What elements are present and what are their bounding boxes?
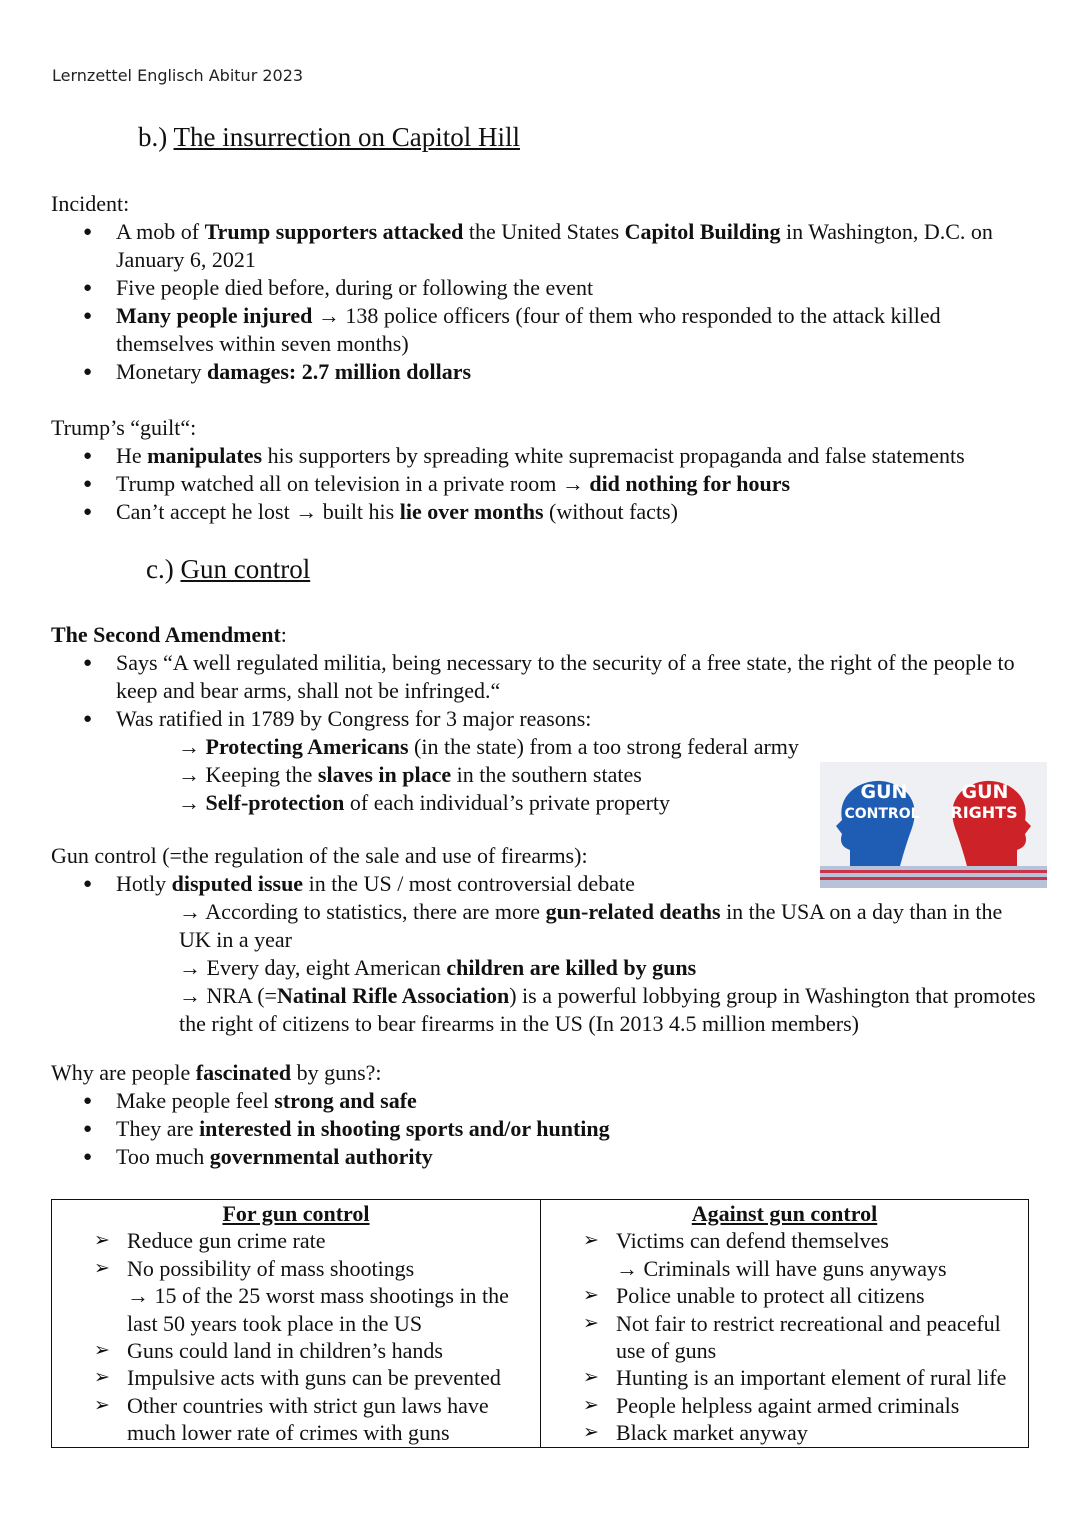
bold-text: did nothing for hours (589, 471, 791, 496)
against-item (541, 1392, 1028, 1419)
right-word1: GUN (961, 781, 1009, 803)
bold-text: gun-related deaths (545, 899, 721, 924)
for-header: For gun control (222, 1201, 370, 1226)
left-word1: GUN (860, 781, 908, 803)
incident-item (51, 302, 1041, 358)
guilt-item (51, 470, 1041, 498)
item-text: Other countries with strict gun laws have much lower rate of crimes with guns (127, 1392, 489, 1446)
right-word2: RIGHTS (950, 803, 1018, 822)
text-segment: Was ratified in 1789 by Congress for 3 major reasons: (116, 706, 592, 731)
text-segment: → (178, 734, 206, 759)
item-text: No possibility of mass shootings (127, 1255, 415, 1281)
for-item (52, 1227, 540, 1254)
for-item (52, 1364, 540, 1391)
against-list (541, 1227, 1028, 1446)
text-segment: A mob of (116, 219, 205, 244)
text-segment: → (178, 790, 206, 815)
text-segment: Hotly (116, 871, 172, 896)
pro-contra-table (51, 1199, 1029, 1448)
second-amendment-label-bold: The Second Amendment (51, 622, 281, 647)
section-c-title: Gun control (180, 554, 311, 584)
for-list (52, 1227, 540, 1446)
for-column (52, 1200, 541, 1448)
text-segment: He (116, 443, 148, 468)
text-segment: Make people feel (116, 1088, 275, 1113)
against-item (541, 1282, 1028, 1309)
bold-text: Trump supporters attacked (204, 219, 464, 244)
guilt-block (51, 414, 1041, 526)
incident-block (51, 190, 1041, 386)
incident-item (51, 274, 1041, 302)
text-segment: Five people died before, during or following the event (116, 275, 594, 300)
for-item (52, 1392, 540, 1447)
text-segment: Trump watched all on television in a private room → (116, 471, 590, 496)
text-segment: Too much (116, 1144, 210, 1169)
text-segment: Monetary (116, 359, 208, 384)
text-segment: (without facts) (543, 499, 678, 524)
against-item (541, 1227, 1028, 1282)
incident-item (51, 358, 1041, 386)
incident-list (51, 218, 1041, 386)
text-segment: → NRA (= (179, 983, 277, 1008)
gun-control-label: Gun control (=the regulation of the sale and use of firearms): (51, 843, 588, 868)
text-segment: → 138 police officers (four of them who responded to the attack killed themselves within seven months) (116, 303, 941, 356)
bold-text: Many people injured (116, 303, 313, 328)
item-subpoint: → 15 of the 25 worst mass shootings in the last 50 years took place in the US (127, 1283, 509, 1336)
guilt-item (51, 498, 1041, 526)
bold-text: strong and safe (274, 1088, 417, 1113)
item-text: Guns could land in children’s hands (127, 1338, 443, 1364)
text-segment: Can’t accept he lost → built his (116, 499, 400, 524)
bold-text: children are killed by guns (446, 955, 697, 980)
fascination-item (51, 1115, 1041, 1143)
text-segment: Says “A well regulated militia, being necessary to the security of a free state, the right of the people to keep and bear arms, shall not be infringed.“ (116, 650, 1015, 703)
text-segment: in Washington, D.C. on January 6, 2021 (116, 219, 993, 272)
against-item (541, 1364, 1028, 1391)
section-c-heading (146, 554, 310, 585)
bold-text: Self-protection (205, 790, 345, 815)
item-text: Police unable to protect all citizens (616, 1283, 925, 1309)
text-segment: Why are people (51, 1060, 196, 1085)
text-segment: by guns?: (291, 1060, 382, 1085)
section-b-prefix: b.) (138, 122, 174, 152)
text-segment: → Keeping the (178, 762, 318, 787)
text-segment: of each individual’s private property (344, 790, 671, 815)
amendment-item (51, 705, 1041, 733)
document-header: Lernzettel Englisch Abitur 2023 (52, 66, 304, 85)
bold-text: Protecting Americans (205, 734, 409, 759)
bold-text: Capitol Building (624, 219, 781, 244)
fascination-label (51, 1059, 1041, 1087)
for-item (52, 1337, 540, 1364)
section-b-title: The insurrection on Capitol Hill (173, 122, 520, 152)
amendment-item (51, 649, 1041, 705)
bold-text: lie over months (399, 499, 544, 524)
gun-control-list (51, 870, 1041, 898)
left-word2: CONTROL (844, 806, 920, 822)
text-segment: the United States (463, 219, 625, 244)
item-text: Hunting is an important element of rural life (616, 1365, 1007, 1391)
against-header: Against gun control (691, 1201, 878, 1226)
gun-control-points (51, 898, 1039, 1038)
guilt-list (51, 442, 1041, 526)
bold-text: interested in shooting sports and/or hunting (199, 1116, 610, 1141)
bold-text: damages: 2.7 million dollars (207, 359, 472, 384)
bold-text: Natinal Rifle Association (276, 983, 510, 1008)
against-item (541, 1419, 1028, 1446)
bold-text: governmental authority (209, 1144, 433, 1169)
fascination-item (51, 1087, 1041, 1115)
text-segment: his supporters by spreading white supremacist propaganda and false statements (262, 443, 965, 468)
incident-item (51, 218, 1041, 274)
incident-label: Incident: (51, 191, 130, 216)
second-amendment-list (51, 649, 1041, 733)
text-segment: → Every day, eight American (179, 955, 447, 980)
item-text: Not fair to restrict recreational and peaceful use of guns (616, 1310, 1001, 1364)
item-text: Reduce gun crime rate (127, 1228, 326, 1254)
item-text: Victims can defend themselves (616, 1228, 889, 1254)
guilt-label: Trump’s “guilt“: (51, 415, 197, 440)
text-segment: They are (116, 1116, 200, 1141)
against-column (541, 1200, 1029, 1448)
gun-control-point (179, 982, 1039, 1038)
against-item (541, 1310, 1028, 1365)
gun-control-point (179, 954, 1039, 982)
item-text: Impulsive acts with guns can be prevented (127, 1365, 501, 1391)
bold-text: disputed issue (171, 871, 304, 896)
bold-text: slaves in place (317, 762, 452, 787)
bold-text: fascinated (195, 1060, 292, 1085)
text-segment: (in the state) from a too strong federal army (408, 734, 799, 759)
text-segment: in the southern states (451, 762, 642, 787)
section-c-prefix: c.) (146, 554, 181, 584)
item-subpoint: → Criminals will have guns anyways (616, 1255, 947, 1281)
gun-control-point (179, 898, 1039, 954)
item-text: People helpless againt armed criminals (616, 1392, 960, 1418)
guilt-item (51, 442, 1041, 470)
text-segment: → According to statistics, there are more (179, 899, 546, 924)
for-item (52, 1255, 540, 1337)
text-segment: ) is a powerful lobbying group in Washington that promotes the right of citizens to bear firearms in the US (In 2013 4.5 million members) (179, 983, 1036, 1036)
bold-text: manipulates (147, 443, 263, 468)
item-text: Black market anyway (616, 1420, 808, 1446)
text-segment: in the USA on a day than in the UK in a year (179, 899, 1003, 952)
text-segment: in the US / most controversial debate (303, 871, 635, 896)
second-amendment-label (51, 621, 1041, 649)
second-amendment-label-colon: : (280, 622, 287, 647)
fascination-list (51, 1087, 1041, 1171)
reason-item (178, 733, 1041, 761)
gun-control-block (51, 842, 1041, 1038)
fascination-item (51, 1143, 1041, 1171)
section-b-heading (138, 122, 520, 153)
fascination-block (51, 1059, 1041, 1171)
gun-control-item (51, 870, 1041, 898)
